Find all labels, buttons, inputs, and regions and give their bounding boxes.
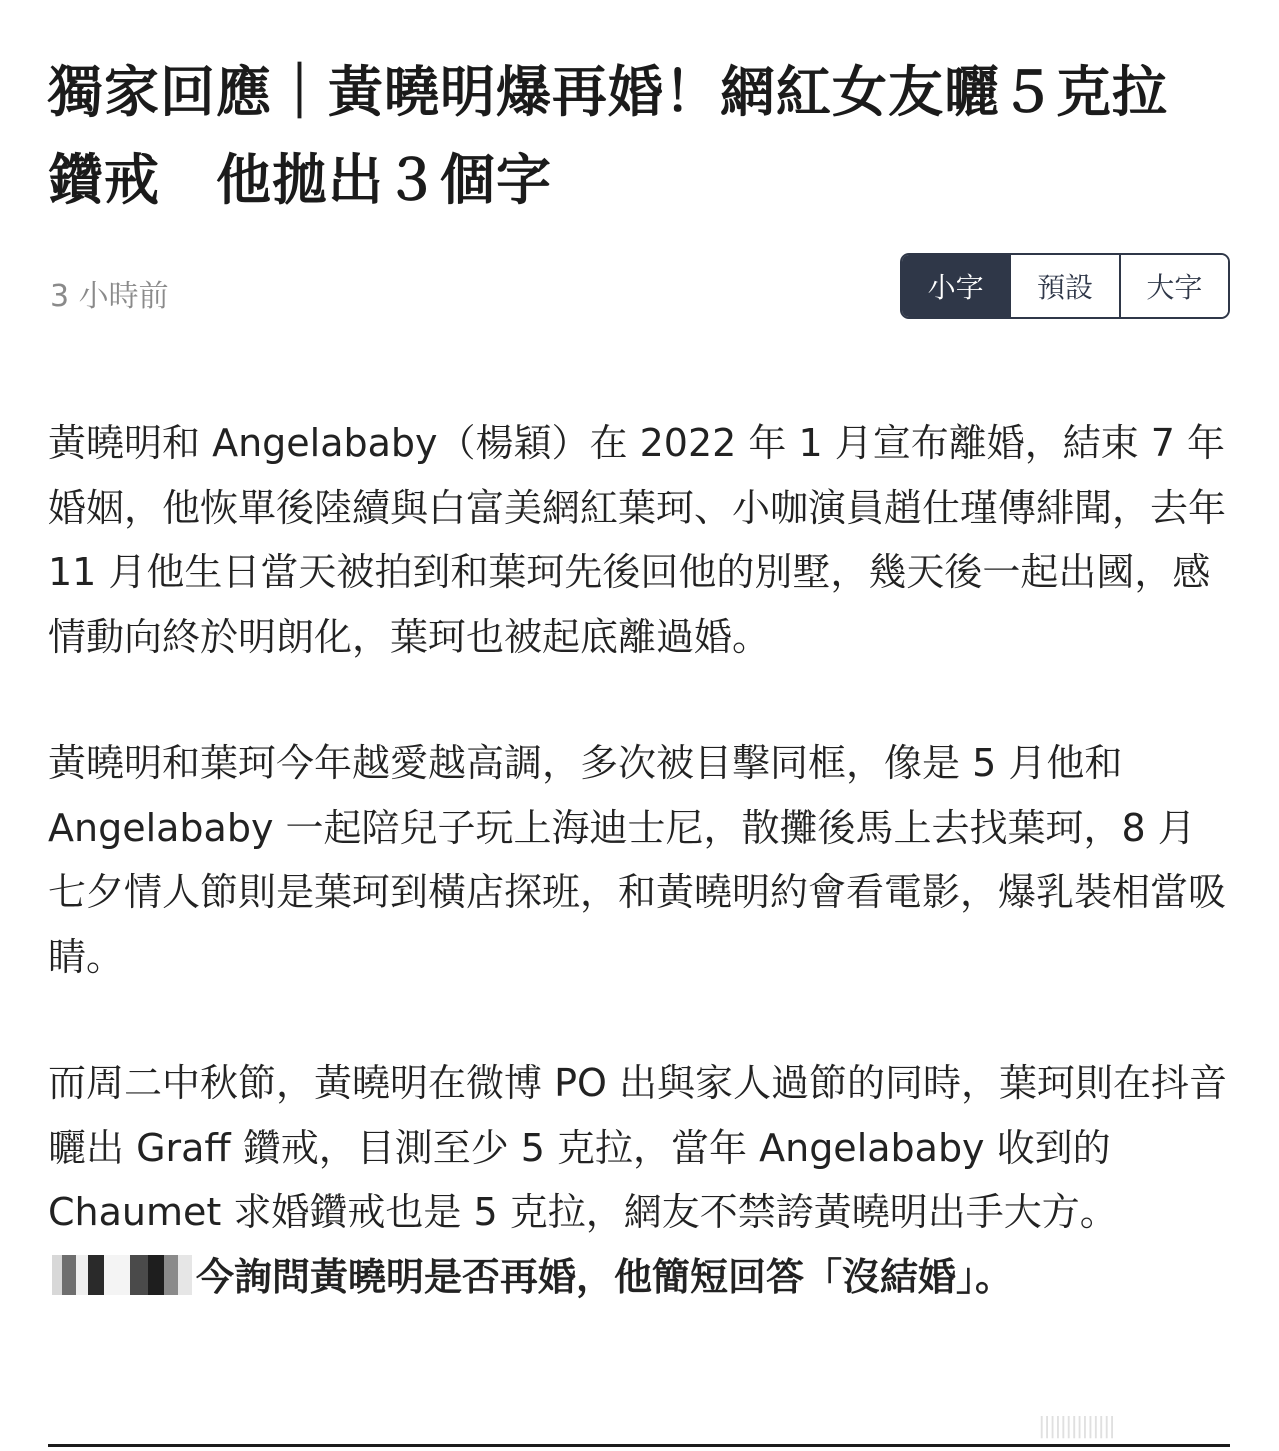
image-watermark: |||||||||||||| — [1038, 1414, 1114, 1439]
bottom-divider — [48, 1444, 1230, 1447]
article-meta-row — [48, 253, 1230, 321]
headline-line-1: 獨家回應｜黃曉明爆再婚！網紅女友曬５克拉 — [48, 60, 1169, 124]
article-body — [48, 411, 1230, 1309]
headline-line-2: 鑽戒 他拋出３個字 — [48, 148, 553, 212]
paragraph-text: 而周二中秋節，黃曉明在微博 PO 出與家人過節的同時，葉珂則在抖音曬出 Graff 鑽戒，目測至少 5 克拉，當年 Angelababy 收到的 Chaumet 求婚鑽戒也是 5 克拉，網友不禁誇黃曉明出手大方。 — [48, 1061, 1227, 1234]
article-paragraph: 黃曉明和葉珂今年越愛越高調，多次被目擊同框，像是 5 月他和 Angelababy 一起陪兒子玩上海迪士尼，散攤後馬上去找葉珂，8 月七夕情人節則是葉珂到橫店探班，和黃曉明約會看電影，爆乳裝相當吸睛。 — [48, 741, 1227, 979]
article-paragraph: 黃曉明和 Angelababy（楊穎）在 2022 年 1 月宣布離婚，結束 7 年婚姻，他恢單後陸續與白富美網紅葉珂、小咖演員趙仕瑾傳緋聞，去年 11 月他生日當天被拍到和葉珂先後回他的別墅，幾天後一起出國，感情動向終於明朗化，葉珂也被起底離過婚。 — [48, 421, 1227, 659]
publish-timestamp: 3 小時前 — [50, 279, 169, 314]
article-headline — [48, 48, 1238, 224]
article-paragraph — [48, 1051, 1230, 1309]
font-size-small-button[interactable]: 小字 — [902, 255, 1009, 317]
font-size-toggle — [900, 253, 1230, 319]
paragraph-bold-text: 今詢問黃曉明是否再婚，他簡短回答「沒結婚」。 — [196, 1254, 1014, 1299]
article — [48, 48, 1238, 1299]
font-size-large-button[interactable]: 大字 — [1119, 255, 1228, 317]
font-size-default-button[interactable]: 預設 — [1009, 255, 1118, 317]
pixelated-redaction — [52, 1255, 192, 1295]
